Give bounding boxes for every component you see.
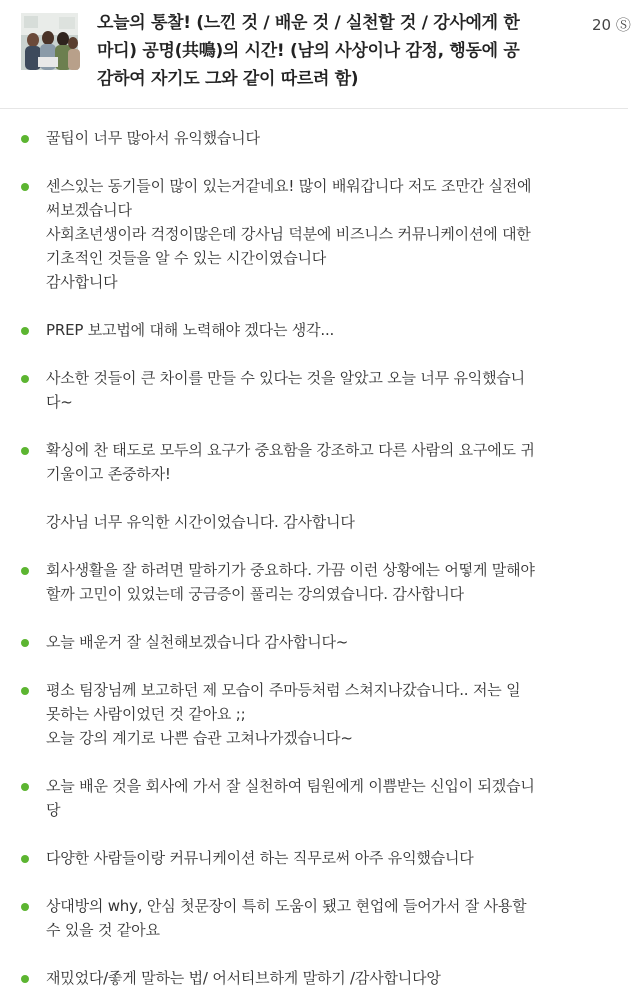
- bullet-dot-icon: [21, 327, 29, 335]
- bullet-dot-icon: [21, 639, 29, 647]
- comment-text-line: 다~: [46, 393, 73, 411]
- bullet-dot-icon: [21, 903, 29, 911]
- bullet-dot-icon: [21, 183, 29, 191]
- comment-text-line: 오늘 강의 계기로 나쁜 습관 고쳐나가겠습니다~: [46, 729, 353, 747]
- comment-text-line: 수 있을 것 같아요: [46, 921, 160, 939]
- comment-item: [0, 894, 628, 942]
- comment-text-line: 오늘 배운거 잘 실천해보겠습니다 감사합니다~: [46, 633, 349, 651]
- comment-item: [0, 846, 628, 870]
- post-title-line: 마디) 공명(共鳴)의 시간! (남의 사상이나 감정, 행동에 공: [97, 41, 520, 61]
- comment-text-line: 못하는 사람이었던 것 같아요 ;;: [46, 705, 246, 723]
- bullet-dot-icon: [21, 447, 29, 455]
- comment-text-line: 센스있는 동기들이 많이 있는거같네요! 많이 배워갑니다 저도 조만간 실전에: [46, 177, 532, 195]
- bullet-dot-icon: [21, 135, 29, 143]
- comment-text-line: 다양한 사람들이랑 커뮤니케이션 하는 직무로써 아주 유익했습니다: [46, 849, 474, 867]
- comment-text-line: 당: [46, 801, 61, 819]
- post-title-line: 오늘의 통찰! (느낀 것 / 배운 것 / 실천할 것 / 강사에게 한: [97, 13, 520, 33]
- comment-text-line: 재밌었다/좋게 말하는 법/ 어서티브하게 말하기 /감사합니다앙: [46, 969, 441, 987]
- comment-item: [0, 966, 628, 990]
- comment-item: [0, 438, 628, 534]
- comment-item: [0, 558, 628, 606]
- comment-item: [0, 318, 628, 342]
- group-photo-icon[interactable]: [21, 13, 78, 70]
- post-date: 20 Ⓢ: [592, 16, 631, 34]
- comment-text-line: 평소 팀장님께 보고하던 제 모습이 주마등처럼 스쳐지나갔습니다.. 저는 일: [46, 681, 521, 699]
- post-title[interactable]: [97, 9, 575, 93]
- bullet-dot-icon: [21, 975, 29, 983]
- comment-text-line: PREP 보고법에 대해 노력해야 겠다는 생각...: [46, 321, 335, 339]
- comment-text-line: 오늘 배운 것을 회사에 가서 잘 실천하여 팀원에게 이쁨받는 신입이 되겠습니: [46, 777, 535, 795]
- comment-item: [0, 366, 628, 414]
- comment-text-line: 꿀팁이 너무 많아서 유익했습니다: [46, 129, 260, 147]
- bullet-dot-icon: [21, 687, 29, 695]
- comment-blank-line: [46, 486, 608, 510]
- comment-text-line: 감사합니다: [46, 273, 118, 291]
- bullet-dot-icon: [21, 855, 29, 863]
- comment-text-line: 사회초년생이라 걱정이많은데 강사님 덕분에 비즈니스 커뮤니케이션에 대한: [46, 225, 531, 243]
- comment-text-line: 사소한 것들이 큰 차이를 만들 수 있다는 것을 알았고 오늘 너무 유익했습니: [46, 369, 525, 387]
- comment-text-line: 회사생활을 잘 하려면 말하기가 중요하다. 가끔 이런 상황에는 어떻게 말해야: [46, 561, 535, 579]
- comment-text-line: 기울이고 존중하자!: [46, 465, 171, 483]
- bullet-dot-icon: [21, 783, 29, 791]
- comment-item: [0, 126, 628, 150]
- comment-text-line: 기초적인 것들을 알 수 있는 시간이였습니다: [46, 249, 327, 267]
- post-title-line: 감하여 자기도 그와 같이 따르려 함): [97, 69, 359, 89]
- comment-item: [0, 678, 628, 750]
- comment-text-line: 할까 고민이 있었는데 궁금증이 풀리는 강의였습니다. 감사합니다: [46, 585, 464, 603]
- comment-text-line: 써보겠습니다: [46, 201, 132, 219]
- comment-text-line: 강사님 너무 유익한 시간이었습니다. 감사합니다: [46, 513, 355, 531]
- post-header: [0, 0, 631, 109]
- comment-item: [0, 630, 628, 654]
- comment-text-line: 확싱에 찬 태도로 모두의 요구가 중요함을 강조하고 다른 사람의 요구에도 귀: [46, 441, 535, 459]
- bullet-dot-icon: [21, 567, 29, 575]
- comment-list: [0, 126, 628, 990]
- bullet-dot-icon: [21, 375, 29, 383]
- comment-item: [0, 774, 628, 822]
- comment-item: [0, 174, 628, 294]
- comment-text-line: 상대방의 why, 안심 첫문장이 특히 도움이 됐고 현업에 들어가서 잘 사용할: [46, 897, 527, 915]
